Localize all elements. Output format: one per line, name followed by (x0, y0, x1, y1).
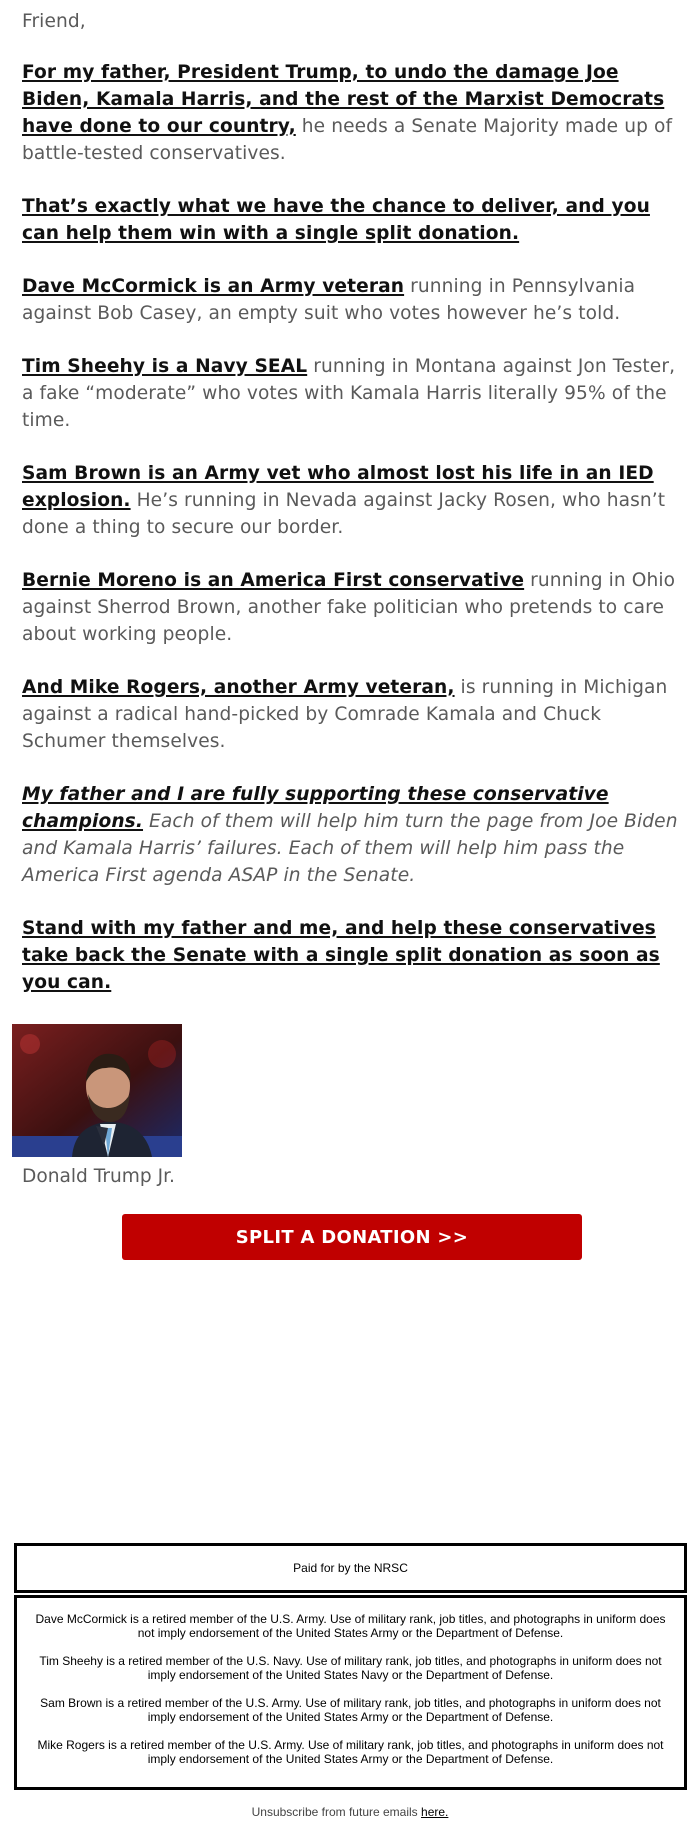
paragraph-rogers (22, 674, 687, 755)
greeting: Friend, (22, 11, 86, 32)
paragraph-mccormick-bold: Dave McCormick is an Army veteran (22, 276, 405, 297)
paragraph-2 (22, 193, 687, 247)
paragraph-1 (22, 59, 687, 167)
paragraph-rogers-bold: And Mike Rogers, another Army veteran, (22, 677, 455, 698)
paragraph-support-text: Each of them will help him turn the page from Joe Biden and Kamala Harris’ failures. Each of them will help him pass the America First agenda ASAP in the Senate. (22, 811, 678, 886)
portrait-image (12, 1024, 182, 1157)
unsubscribe-text: Unsubscribe from future emails (251, 1805, 422, 1819)
paragraph-call-to-action (22, 915, 687, 996)
signature-photo (12, 1024, 182, 1157)
paragraph-support-bold: My father and I are fully supporting these conservative champions. (22, 784, 609, 832)
disclaimer-box (14, 1595, 687, 1790)
paragraph-1-text: he needs a Senate Majority made up of battle-tested conservatives. (22, 116, 673, 164)
disclaimer-sheehy: Tim Sheehy is a retired member of the U.S. Navy. Use of military rank, job titles, and photographs in uniform does not imply endorsement of the United States Navy or the Department of Defense. (39, 1654, 662, 1682)
paragraph-mccormick (22, 273, 687, 327)
paragraph-moreno (22, 567, 687, 648)
unsubscribe-line (0, 1805, 700, 1819)
paid-for-box (14, 1543, 687, 1593)
split-donation-button[interactable]: SPLIT A DONATION >> (122, 1214, 582, 1260)
paragraph-1-bold: For my father, President Trump, to undo the damage Joe Biden, Kamala Harris, and the rest of the Marxist Democrats have done to our country, (22, 62, 665, 137)
paid-for-text: Paid for by the NRSC (293, 1561, 408, 1575)
disclaimer-mccormick: Dave McCormick is a retired member of the U.S. Army. Use of military rank, job titles, and photographs in uniform does not imply endorsement of the United States Army or the Department of Defense. (35, 1612, 666, 1640)
paragraph-sheehy-bold: Tim Sheehy is a Navy SEAL (22, 356, 308, 377)
paragraph-mccormick-text: running in Pennsylvania against Bob Casey, an empty suit who votes however he’s told. (22, 276, 636, 324)
signature-name: Donald Trump Jr. (22, 1166, 175, 1187)
email-body (22, 8, 687, 1075)
paragraph-2-bold: That’s exactly what we have the chance to deliver, and you can help them win with a single split donation. (22, 196, 650, 244)
unsubscribe-link[interactable]: here. (421, 1805, 449, 1819)
paragraph-rogers-text: is running in Michigan against a radical hand-picked by Comrade Kamala and Chuck Schumer themselves. (22, 677, 668, 752)
paragraph-cta-bold: Stand with my father and me, and help these conservatives take back the Senate with a single split donation as soon as you can. (22, 918, 660, 993)
paragraph-moreno-text: running in Ohio against Sherrod Brown, another fake politician who pretends to care about working people. (22, 570, 676, 645)
paragraph-sheehy (22, 353, 687, 434)
disclaimer-rogers: Mike Rogers is a retired member of the U.S. Army. Use of military rank, job titles, and photographs in uniform does not imply endorsement of the United States Army or the Department of Defense. (37, 1738, 664, 1766)
disclaimer-brown: Sam Brown is a retired member of the U.S. Army. Use of military rank, job titles, and photographs in uniform does not imply endorsement of the United States Army or the Department of Defense. (40, 1696, 661, 1724)
paragraph-brown-text: He’s running in Nevada against Jacky Rosen, who hasn’t done a thing to secure our border. (22, 490, 666, 538)
paragraph-sheehy-text: running in Montana against Jon Tester, a fake “moderate” who votes with Kamala Harris literally 95% of the time. (22, 356, 676, 431)
paragraph-brown (22, 460, 687, 541)
paragraph-moreno-bold: Bernie Moreno is an America First conservative (22, 570, 525, 591)
paragraph-brown-bold: Sam Brown is an Army vet who almost lost his life in an IED explosion. (22, 463, 654, 511)
paragraph-support (22, 781, 687, 889)
